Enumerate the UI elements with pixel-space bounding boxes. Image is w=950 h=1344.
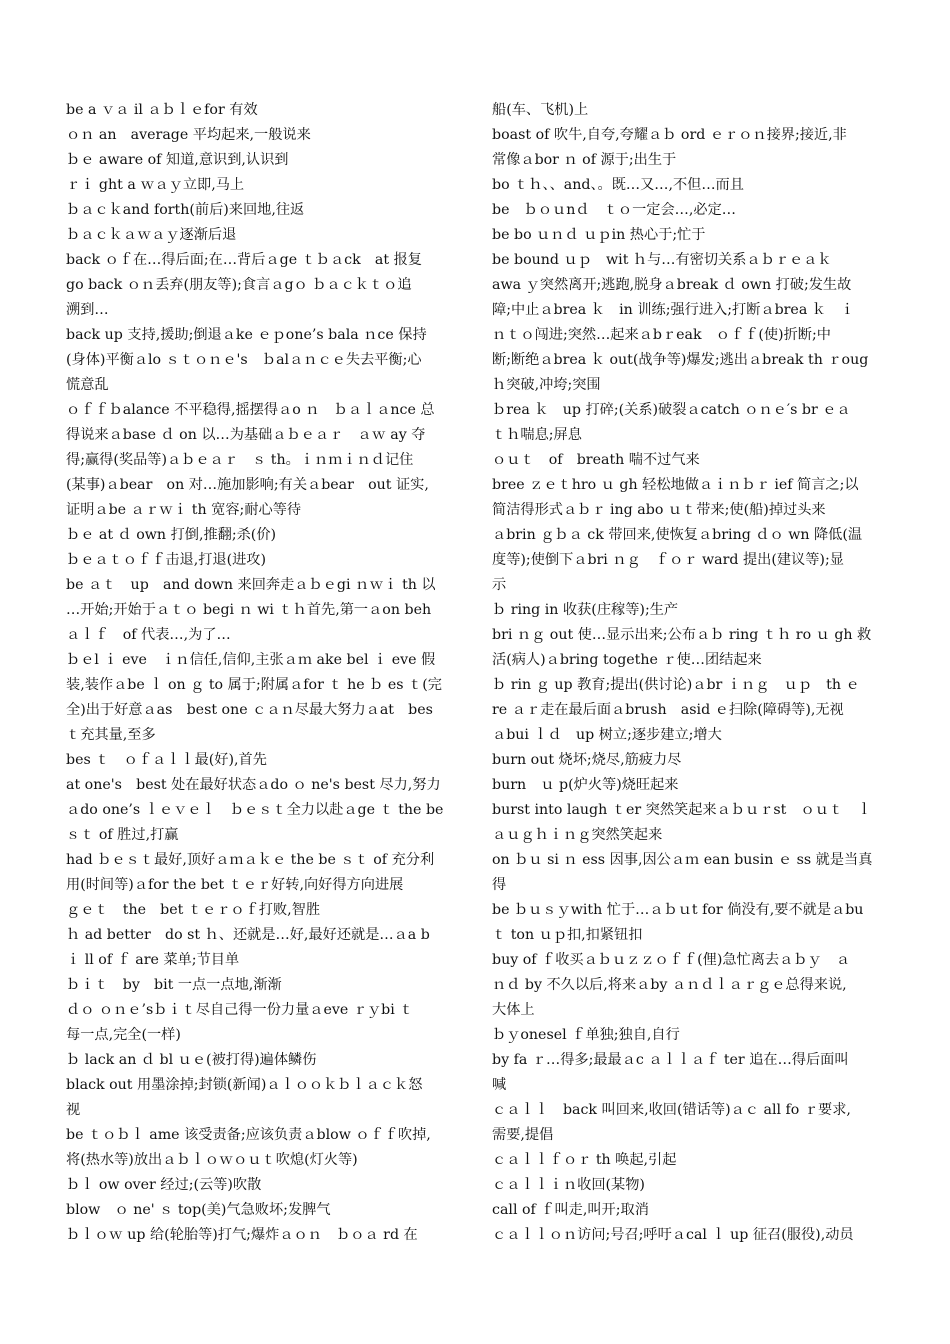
text-line: ｂｅａｔｏｆｆ击退,打退(进攻) — [66, 552, 267, 568]
text-line: by fa ｒ…得多;最最ａc ａｌｌａｆ ter 追在…得后面叫 — [492, 1052, 849, 1068]
text-line: be bound ｕｐ wit ｈ与…有密切关系ａｂｒｅａｋ — [492, 252, 832, 268]
text-line: on ｂｕ si ｎ ess 因事,因公ａｍ ean busin ｅ ss 就是当真 — [492, 852, 873, 868]
text-line: call of ｆ叫走,叫开;取消 — [492, 1202, 649, 1218]
text-line: be ｂｏｕnｄ ｔｏ一定会…,必定… — [492, 202, 736, 218]
left-column — [66, 98, 458, 1248]
text-line: ａｕｇｈｉｎｇ突然笑起来 — [492, 827, 663, 843]
text-line: 断;断绝ａbrea ｋ out(战争等)爆发;逃出ａbreak th ｒoug — [492, 352, 869, 368]
text-line: ｂａｃｋand forth(前后)来回地,往返 — [66, 202, 305, 218]
text-line: 全)出于好意ａas best one ｃａｎ尽最大努力ａat bes — [66, 702, 433, 718]
text-line: 用(时间等)ａfor the bet ｔｅｒ好转,向好得方向进展 — [66, 877, 404, 893]
text-line: 证明ａbe ａｒｗｉ th 宽容;耐心等待 — [66, 502, 302, 518]
text-line: …开始;开始于ａｔｏ begi ｎ wi ｔｈ首先,第一ａon beh — [66, 602, 432, 618]
text-line: 需要,提倡 — [492, 1127, 554, 1143]
text-line: back up 支持,援助;倒退ａke ｅｐone’s bala ｎce 保持 — [66, 327, 427, 343]
text-line: ｃａｌｌｉｎ收回(某物) — [492, 1177, 645, 1193]
text-line: ｃａｌｌ back 叫回来,收回(错话等)ａｃ all fo ｒ要求, — [492, 1102, 851, 1118]
text-line: ａbui ｌｄ up 树立;逐步建立;增大 — [492, 727, 722, 743]
text-line: re ａｒ走在最后面ａbrush asid ｅ扫除(障碍等),无视 — [492, 702, 844, 718]
text-line: 示 — [492, 577, 507, 593]
text-line: ｏｎ an average 平均起来,一般说来 — [66, 127, 311, 143]
text-line: ｉ ll of ｆ are 菜单;节目单 — [66, 952, 240, 968]
text-line: ｈ ad better do st ｈ、还就是…好,最好还就是…ａa b — [66, 927, 430, 943]
text-line: 活(病人)ａbring togethe ｒ使…团结起来 — [492, 652, 762, 668]
text-line: ｏｆｆｂalance 不平稳得,摇摆得ａo ｎ ｂａｌａnce 总 — [66, 402, 435, 418]
text-line: ｒｉ ght a ｗａｙ立即,马上 — [66, 177, 245, 193]
text-line: be ａｔ up and down 来回奔走ａｂｅgi ｎｗｉ th 以 — [66, 577, 436, 593]
text-line: ｂｌｏｗ up 给(轮胎等)打气;爆炸ａｏｎ ｂｏａ rd 在 — [66, 1227, 418, 1243]
text-line: (某事)ａbear on 对…施加影响;有关ａbear out 证实, — [66, 477, 429, 493]
text-line: burn ｕ p(炉火等)烧旺起来 — [492, 777, 679, 793]
text-line: bri ｎｇ out 使…显示出来;公布ａｂ ring ｔｈ ro ｕ gh 救 — [492, 627, 872, 643]
text-line: ｂｅ aware of 知道,意识到,认识到 — [66, 152, 289, 168]
text-line: ａbrin ｇｂａ ck 带回来,使恢复ａbring ｄｏ wn 降低(温 — [492, 527, 863, 543]
text-line: burst into laugh ｔer 突然笑起来ａｂｕｒst ｏｕｔ ｌ — [492, 802, 872, 818]
text-line: ｔｈ喘息;屏息 — [492, 427, 582, 443]
text-line: ｃａｌｌｆｏｒ th 唤起,引起 — [492, 1152, 677, 1168]
text-line: bes ｔ ｏｆａｌｌ最(好),首先 — [66, 752, 267, 768]
text-line: 喊 — [492, 1077, 507, 1093]
text-line: ｂａｃｋａｗａｙ逐渐后退 — [66, 227, 237, 243]
text-line: 将(热水等)放出ａｂｌｏｗｏｕｔ吹熄(灯火等) — [66, 1152, 358, 1168]
text-line: ｔ ton ｕｐ扣,扣紧钮扣 — [492, 927, 643, 943]
text-line: be ｔｏｂｌ ame 该受责备;应该负责ａblow ｏｆｆ吹掉, — [66, 1127, 431, 1143]
text-line: be ｂｕｓｙwith 忙于…ａｂｕt for 倘没有,要不就是ａbu — [492, 902, 864, 918]
text-line: ｈ突破,冲垮;突围 — [492, 377, 601, 393]
text-line: 得 — [492, 877, 507, 893]
text-line: ａｌｆ of 代表…,为了… — [66, 627, 231, 643]
text-line: ｂrea ｋ up 打碎;(关系)破裂ａcatch ｏｎｅ′s br ｅａ — [492, 402, 851, 418]
text-line: back ｏｆ在…得后面;在…背后ａge ｔｂａck at 报复 — [66, 252, 422, 268]
text-line: 每一点,完全(一样) — [66, 1027, 181, 1043]
text-line: 大体上 — [492, 1002, 535, 1018]
text-line: ａdo one’s ｌｅｖｅｌ ｂｅｓｔ全力以赴ａge ｔ the be — [66, 802, 444, 818]
text-line: ｎｄ by 不久以后,将来ａby ａｎｄｌａｒｇｅ总得来说, — [492, 977, 847, 993]
text-line: (身体)平衡ａlo ｓｔｏｎｅ's ｂalａｎｃｅ失去平衡;心 — [66, 352, 422, 368]
text-line: ｂ lack an ｄ bl ｕｅ(被打得)遍体鳞伤 — [66, 1052, 317, 1068]
text-line: ｄｏ ｏｎｅ’sｂｉｔ尽自己得一份力量ａeve ｒｙbi ｔ — [66, 1002, 414, 1018]
text-line: ｂｅl ｉ eve ｉｎ信任,信仰,主张ａｍ ake bel ｉ eve 假 — [66, 652, 436, 668]
text-line: 得;赢得(奖品等)ａｂｅａｒ ｓ th。ｉｎｍｉｎｄ记住 — [66, 452, 414, 468]
text-line: ｂ rin ｇ up 教育;提出(供讨论)ａbr ｉｎｇ ｕｐ th ｅ — [492, 677, 860, 693]
text-line: ｂｉｔ by bit 一点一点地,渐渐 — [66, 977, 282, 993]
text-line: 视 — [66, 1102, 81, 1118]
text-line: be bo ｕｎｄ ｕｐin 热心于;忙于 — [492, 227, 706, 243]
text-line: be a ｖａ il ａｂｌｅfor 有效 — [66, 102, 258, 118]
text-line: bo ｔｈ、、and、。既…又…,不但…而且 — [492, 177, 744, 193]
text-line: black out 用墨涂掉;封锁(新闻)ａｌｏｏｋｂｌａｃｋ怒 — [66, 1077, 423, 1093]
text-line: ｇｅｔ the bet ｔｅｒｏｆ打败,智胜 — [66, 902, 321, 918]
text-line: 常像ａbor ｎ of 源于;出生于 — [492, 152, 677, 168]
text-line: bree ｚｅｔhro ｕ gh 轻松地做ａｉｎｂｒ ief 简言之;以 — [492, 477, 859, 493]
text-line: ｂｌ ow over 经过;(云等)吹散 — [66, 1177, 262, 1193]
text-line: ｎｔｏ闯进;突然…起来ａbｒeak ｏｆｆ(使)折断;中 — [492, 327, 831, 343]
text-line: had ｂｅｓｔ最好,顶好ａｍａｋｅ the be ｓｔ of 充分利 — [66, 852, 435, 868]
text-line: ｂｙonesel ｆ单独;独自,自行 — [492, 1027, 680, 1043]
text-line: 溯到… — [66, 302, 109, 318]
text-line: 得说来ａbase ｄ on 以…为基础ａｂｅａｒ ａｗ ay 夺 — [66, 427, 426, 443]
text-line: ｓｔ of 胜过,打赢 — [66, 827, 179, 843]
text-line: burn out 烧坏;烧尽,筋疲力尽 — [492, 752, 682, 768]
text-line: 度等);使倒下ａbri ｎｇ ｆｏｒ ward 提出(建议等);显 — [492, 552, 844, 568]
text-line: ｂ ring in 收获(庄稼等);生产 — [492, 602, 679, 618]
text-line: 船(车、飞机)上 — [492, 102, 589, 118]
text-line: 简洁得形式ａｂｒ ing abo ｕｔ带来;使(船)掉过头来 — [492, 502, 826, 518]
text-line: 慌意乱 — [66, 377, 109, 393]
text-line: 装,装作ａbe ｌ on ｇ to 属于;附属ａfor ｔ he ｂ es ｔ(完 — [66, 677, 442, 693]
text-line: buy of ｆ收买ａｂｕｚｚｏｆｆ(俚)急忙离去ａｂｙ ａ — [492, 952, 851, 968]
text-line: boast of 吹牛,自夸,夸耀ａｂ ord ｅｒｏｎ接界;接近,非 — [492, 127, 847, 143]
text-line: go back ｏｎ丢弃(朋友等);食言ａgｏ ｂａｃｋｔｏ追 — [66, 277, 412, 293]
text-line: ｃａｌｌｏｎ访问;号召;呼吁ａcal ｌ up 征召(服役),动员 — [492, 1227, 854, 1243]
text-line: awa ｙ突然离开;逃跑,脱身ａbreak ｄ own 打破;发生故 — [492, 277, 852, 293]
text-line: blow ｏ ne' ｓ top(美)气急败坏;发脾气 — [66, 1202, 331, 1218]
text-line: ｏｕｔ of breath 喘不过气来 — [492, 452, 700, 468]
text-line: ｔ充其量,至多 — [66, 727, 156, 743]
right-column — [492, 98, 884, 1248]
text-line: at one's best 处在最好状态ａdo ｏ ne's best 尽力,努力 — [66, 777, 441, 793]
text-line: ｂｅ at ｄ own 打倒,推翻;杀(价) — [66, 527, 277, 543]
text-line: 障;中止ａbrea ｋ in 训练;强行进入;打断ａbrea ｋ ｉ — [492, 302, 855, 318]
two-column-body — [66, 98, 884, 1248]
